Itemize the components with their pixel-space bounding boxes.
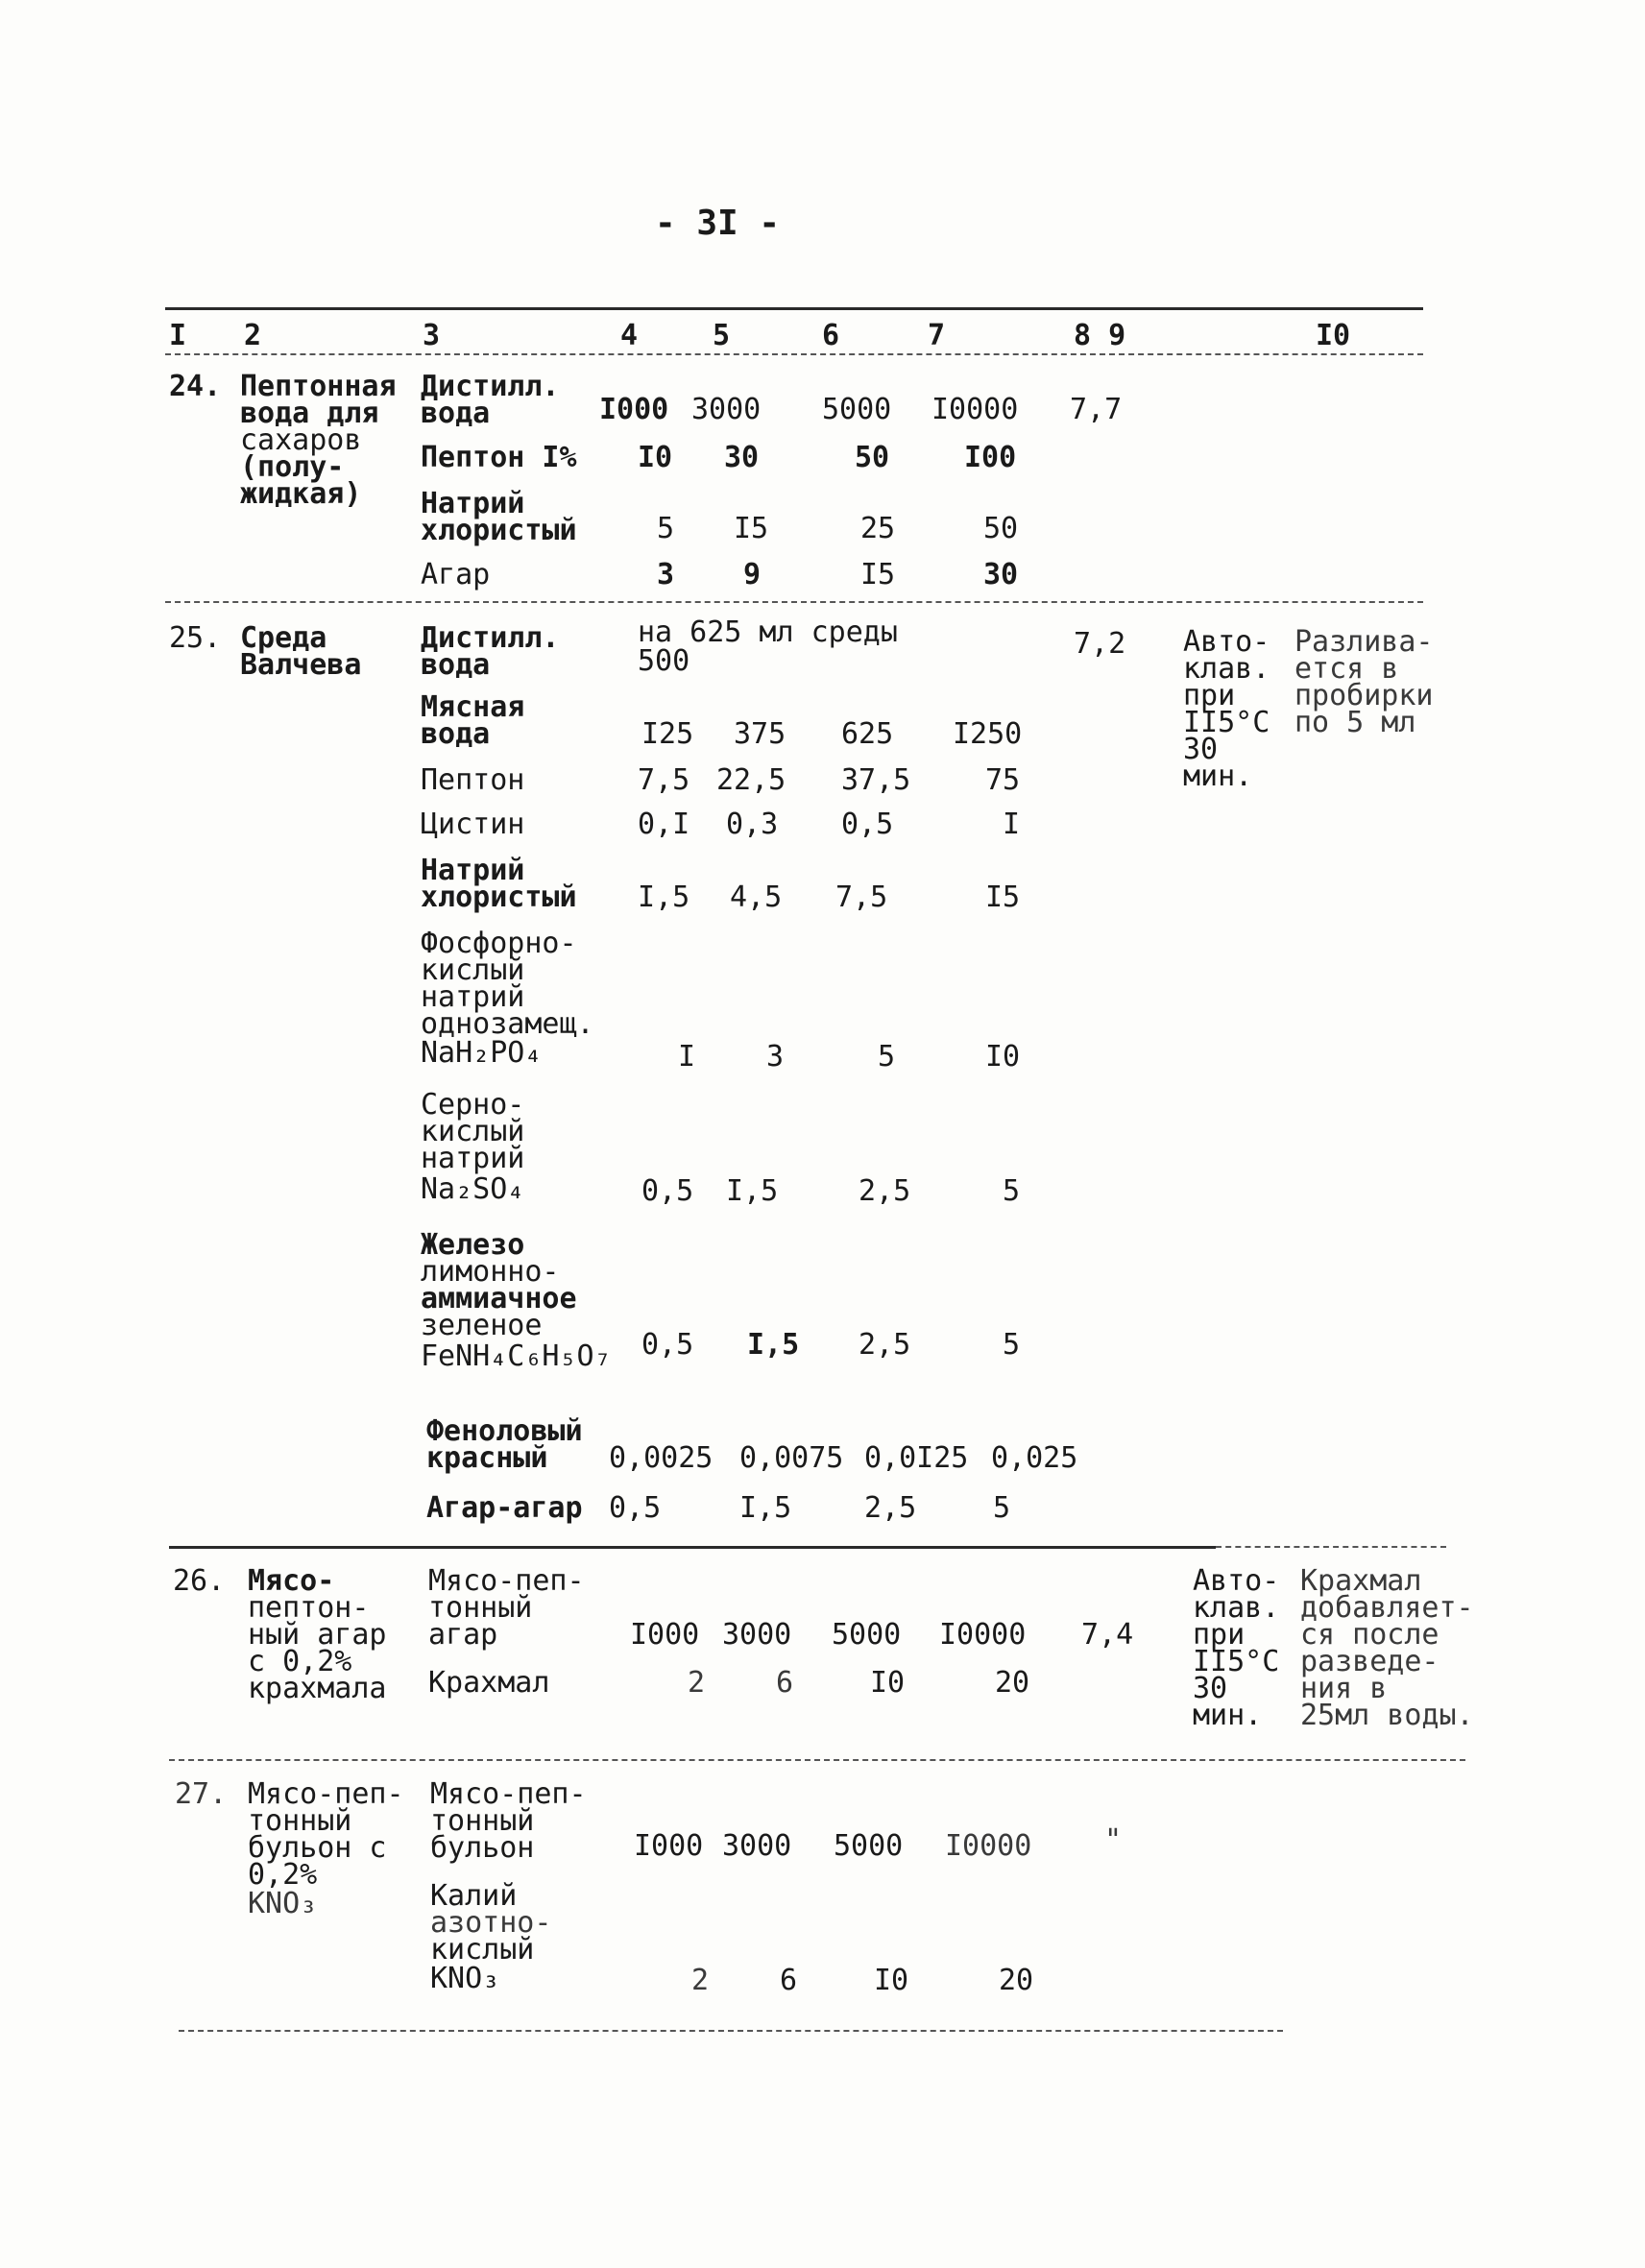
table-top-rule (165, 307, 1423, 310)
note-line: ется в (1294, 652, 1399, 686)
ingredient-name: NaH₂PO₄ (421, 1036, 543, 1070)
medium-name-line: пептон- (248, 1591, 370, 1625)
sterilization-line: мин. (1193, 1699, 1263, 1732)
ph-value: " (1104, 1823, 1123, 1857)
ingredient-name: аммиачное (421, 1282, 577, 1315)
sterilization-line: 30 (1183, 733, 1219, 766)
value-col-4: 500 (638, 644, 690, 678)
value-col-6: 5000 (822, 393, 892, 426)
row-separator (165, 601, 1423, 603)
value-col-4: 0,5 (641, 1328, 694, 1362)
value-col-7: 5 (993, 1491, 1011, 1525)
value-col-5: I,5 (747, 1328, 800, 1362)
col-header-1: I (169, 319, 187, 352)
ingredient-name: Na₂SO₄ (421, 1172, 525, 1206)
value-col-4: I0 (638, 441, 673, 474)
value-col-5: 9 (743, 558, 762, 591)
value-col-4: I (678, 1040, 696, 1074)
ingredient-name: Мясная (421, 690, 525, 724)
value-col-6: 5000 (834, 1829, 904, 1863)
value-col-5: 22,5 (716, 763, 786, 797)
col-header-2: 2 (244, 319, 262, 352)
value-col-6: I0 (870, 1666, 906, 1700)
note-line: ся после (1300, 1618, 1439, 1652)
value-col-7: 5 (1003, 1328, 1021, 1362)
note-top: на 625 мл среды (638, 615, 898, 649)
value-col-5: 4,5 (730, 881, 783, 914)
value-col-4: 5 (657, 512, 675, 545)
sterilization-line: Авто- (1193, 1564, 1280, 1598)
ingredient-name: вода (421, 648, 491, 682)
ingredient-name: тонный (430, 1804, 535, 1838)
value-col-4: 0,I (638, 808, 690, 841)
value-col-6: 37,5 (841, 763, 911, 797)
value-col-4: I000 (630, 1618, 700, 1652)
value-col-6: 625 (841, 717, 894, 751)
ingredient-name: Мясо-пеп- (428, 1564, 585, 1598)
row-number: 25. (169, 621, 222, 655)
ingredient-name: хлористый (421, 881, 577, 914)
value-col-4: I25 (641, 717, 694, 751)
sterilization-line: клав. (1183, 652, 1270, 686)
value-col-5: 3 (766, 1040, 785, 1074)
col-header-4: 4 (620, 319, 639, 352)
ingredient-name: зеленое (421, 1309, 543, 1342)
medium-name-line: ный агар (248, 1618, 387, 1652)
col-header-5: 5 (713, 319, 731, 352)
medium-name-line: (полу- (240, 450, 345, 484)
value-col-4: 0,0025 (609, 1441, 714, 1475)
value-col-5: I,5 (726, 1174, 779, 1208)
value-col-7: 50 (983, 512, 1019, 545)
sterilization-line: клав. (1193, 1591, 1280, 1625)
sterilization-line: II5°С (1193, 1645, 1280, 1678)
row-number: 26. (173, 1564, 226, 1598)
value-col-7: I0000 (945, 1829, 1032, 1863)
value-col-7: I0 (985, 1040, 1021, 1074)
medium-name-line: бульон с (248, 1831, 387, 1865)
ingredient-name: Агар (421, 558, 491, 591)
col-header-3: 3 (423, 319, 441, 352)
value-col-7: 20 (995, 1666, 1030, 1700)
ingredient-name: Агар-агар (426, 1491, 583, 1525)
value-col-5: I,5 (739, 1491, 792, 1525)
value-col-6: 50 (855, 441, 890, 474)
note-line: пробирки (1294, 679, 1434, 712)
note-line: разведе- (1300, 1645, 1439, 1678)
medium-name-line: Мясо-пеп- (248, 1777, 404, 1811)
note-line: ния в (1300, 1672, 1388, 1705)
value-col-5: 3000 (691, 393, 762, 426)
value-col-6: 0,5 (841, 808, 894, 841)
value-col-5: 0,3 (726, 808, 779, 841)
sterilization-line: II5°С (1183, 706, 1270, 739)
value-col-7: I00 (964, 441, 1017, 474)
medium-name-line: сахаров (240, 423, 362, 457)
ingredient-name: Натрий (421, 487, 525, 520)
value-col-4: 0,5 (641, 1174, 694, 1208)
medium-name-line: жидкая) (240, 477, 362, 511)
ingredient-name: кислый (421, 953, 525, 987)
value-col-7: 20 (999, 1964, 1034, 1997)
medium-name-line: тонный (248, 1804, 352, 1838)
ingredient-name: хлористый (421, 514, 577, 547)
value-col-5: 6 (776, 1666, 794, 1700)
value-col-6: 5000 (832, 1618, 902, 1652)
sterilization-line: 30 (1193, 1672, 1228, 1705)
header-rule (165, 353, 1423, 355)
ph-value: 7,4 (1081, 1618, 1134, 1652)
value-col-6: 7,5 (835, 881, 888, 914)
medium-name-line: Валчева (240, 648, 362, 682)
ingredient-name: тонный (428, 1591, 533, 1625)
ingredient-name: Калий (430, 1879, 518, 1913)
sterilization-line: при (1193, 1618, 1246, 1652)
ingredient-name: азотно- (430, 1906, 552, 1940)
page-number: - 3I - (655, 204, 781, 243)
row-separator (169, 1546, 1216, 1549)
value-col-6: I5 (860, 558, 896, 591)
medium-name-line: Мясо- (248, 1564, 335, 1598)
value-col-4: I000 (634, 1829, 704, 1863)
ingredient-name: FeNH₄C₆H₅O₇ (421, 1339, 612, 1373)
col-header-7: 7 (928, 319, 946, 352)
ingredient-name: Пептон (421, 763, 525, 797)
ingredient-name: Фосфорно- (421, 927, 577, 960)
ingredient-name: натрий (421, 1142, 525, 1175)
medium-name-line: KNO₃ (248, 1887, 318, 1920)
ingredient-name: однозамещ. (421, 1007, 594, 1041)
value-col-5: I5 (734, 512, 769, 545)
value-col-7: I250 (953, 717, 1023, 751)
row-separator (169, 1759, 1465, 1761)
value-col-5: 30 (724, 441, 760, 474)
ingredient-name: Серно- (421, 1088, 525, 1122)
note-line: добавляет- (1300, 1591, 1474, 1625)
value-col-4: 0,5 (609, 1491, 662, 1525)
note-line: по 5 мл (1294, 706, 1416, 739)
ingredient-name: вода (421, 397, 491, 430)
value-col-7: 0,025 (991, 1441, 1078, 1475)
value-col-4: 3 (657, 558, 675, 591)
value-col-5: 3000 (722, 1618, 792, 1652)
table-bottom-rule (179, 2030, 1283, 2032)
ingredient-name: лимонно- (421, 1255, 560, 1289)
ingredient-name: бульон (430, 1831, 535, 1865)
value-col-7: 75 (985, 763, 1021, 797)
value-col-4: I000 (599, 393, 669, 426)
value-col-6: 2,5 (864, 1491, 917, 1525)
medium-name-line: 0,2% (248, 1858, 318, 1892)
value-col-6: 2,5 (859, 1174, 911, 1208)
note-line: Разлива- (1294, 625, 1434, 659)
medium-name-line: Среда (240, 621, 327, 655)
ingredient-name: агар (428, 1618, 498, 1652)
ingredient-name: Дистилл. (421, 370, 560, 403)
sterilization-line: мин. (1183, 760, 1253, 793)
value-col-6: 5 (878, 1040, 896, 1074)
note-line: Крахмал (1300, 1564, 1422, 1598)
medium-name-line: вода для (240, 397, 379, 430)
ingredient-name: Феноловый (426, 1414, 583, 1448)
value-col-6: 25 (860, 512, 896, 545)
ingredient-name: вода (421, 717, 491, 751)
value-col-4: 2 (691, 1964, 710, 1997)
value-col-5: 6 (780, 1964, 798, 1997)
row-number: 27. (175, 1777, 228, 1811)
ingredient-name: Цистин (421, 808, 525, 841)
ingredient-name: Пептон I% (421, 441, 577, 474)
ingredient-name: кислый (421, 1115, 525, 1148)
ingredient-name: Мясо-пеп- (430, 1777, 587, 1811)
ingredient-name: красный (426, 1441, 548, 1475)
col-header-8-9: 8 9 (1074, 319, 1126, 352)
ingredient-name: кислый (430, 1933, 535, 1966)
row-number: 24. (169, 370, 222, 403)
ph-value: 7,2 (1074, 627, 1126, 661)
value-col-6: I0 (874, 1964, 909, 1997)
ingredient-name: Железо (421, 1228, 525, 1262)
sterilization-line: Авто- (1183, 625, 1270, 659)
value-col-6: 0,0I25 (864, 1441, 969, 1475)
value-col-4: I,5 (638, 881, 690, 914)
ingredient-name: Крахмал (428, 1666, 550, 1700)
value-col-4: 7,5 (638, 763, 690, 797)
value-col-7: I0000 (939, 1618, 1027, 1652)
value-col-4: 2 (688, 1666, 706, 1700)
col-header-10: I0 (1316, 319, 1351, 352)
row-separator (1216, 1546, 1446, 1548)
sterilization-line: при (1183, 679, 1236, 712)
value-col-7: I (1003, 808, 1021, 841)
ph-value: 7,7 (1070, 393, 1123, 426)
value-col-5: 0,0075 (739, 1441, 844, 1475)
value-col-7: I5 (985, 881, 1021, 914)
value-col-7: 5 (1003, 1174, 1021, 1208)
value-col-7: 30 (983, 558, 1019, 591)
ingredient-name: Натрий (421, 854, 525, 887)
note-line: 25мл воды. (1300, 1699, 1474, 1732)
medium-name-line: с 0,2% (248, 1645, 352, 1678)
value-col-6: 2,5 (859, 1328, 911, 1362)
value-col-5: 375 (734, 717, 786, 751)
value-col-7: I0000 (931, 393, 1019, 426)
medium-name-line: крахмала (248, 1672, 387, 1705)
medium-name-line: Пептонная (240, 370, 397, 403)
ingredient-name: Дистилл. (421, 621, 560, 655)
ingredient-name: натрий (421, 980, 525, 1014)
value-col-5: 3000 (722, 1829, 792, 1863)
ingredient-name: KNO₃ (430, 1962, 500, 1995)
col-header-6: 6 (822, 319, 840, 352)
